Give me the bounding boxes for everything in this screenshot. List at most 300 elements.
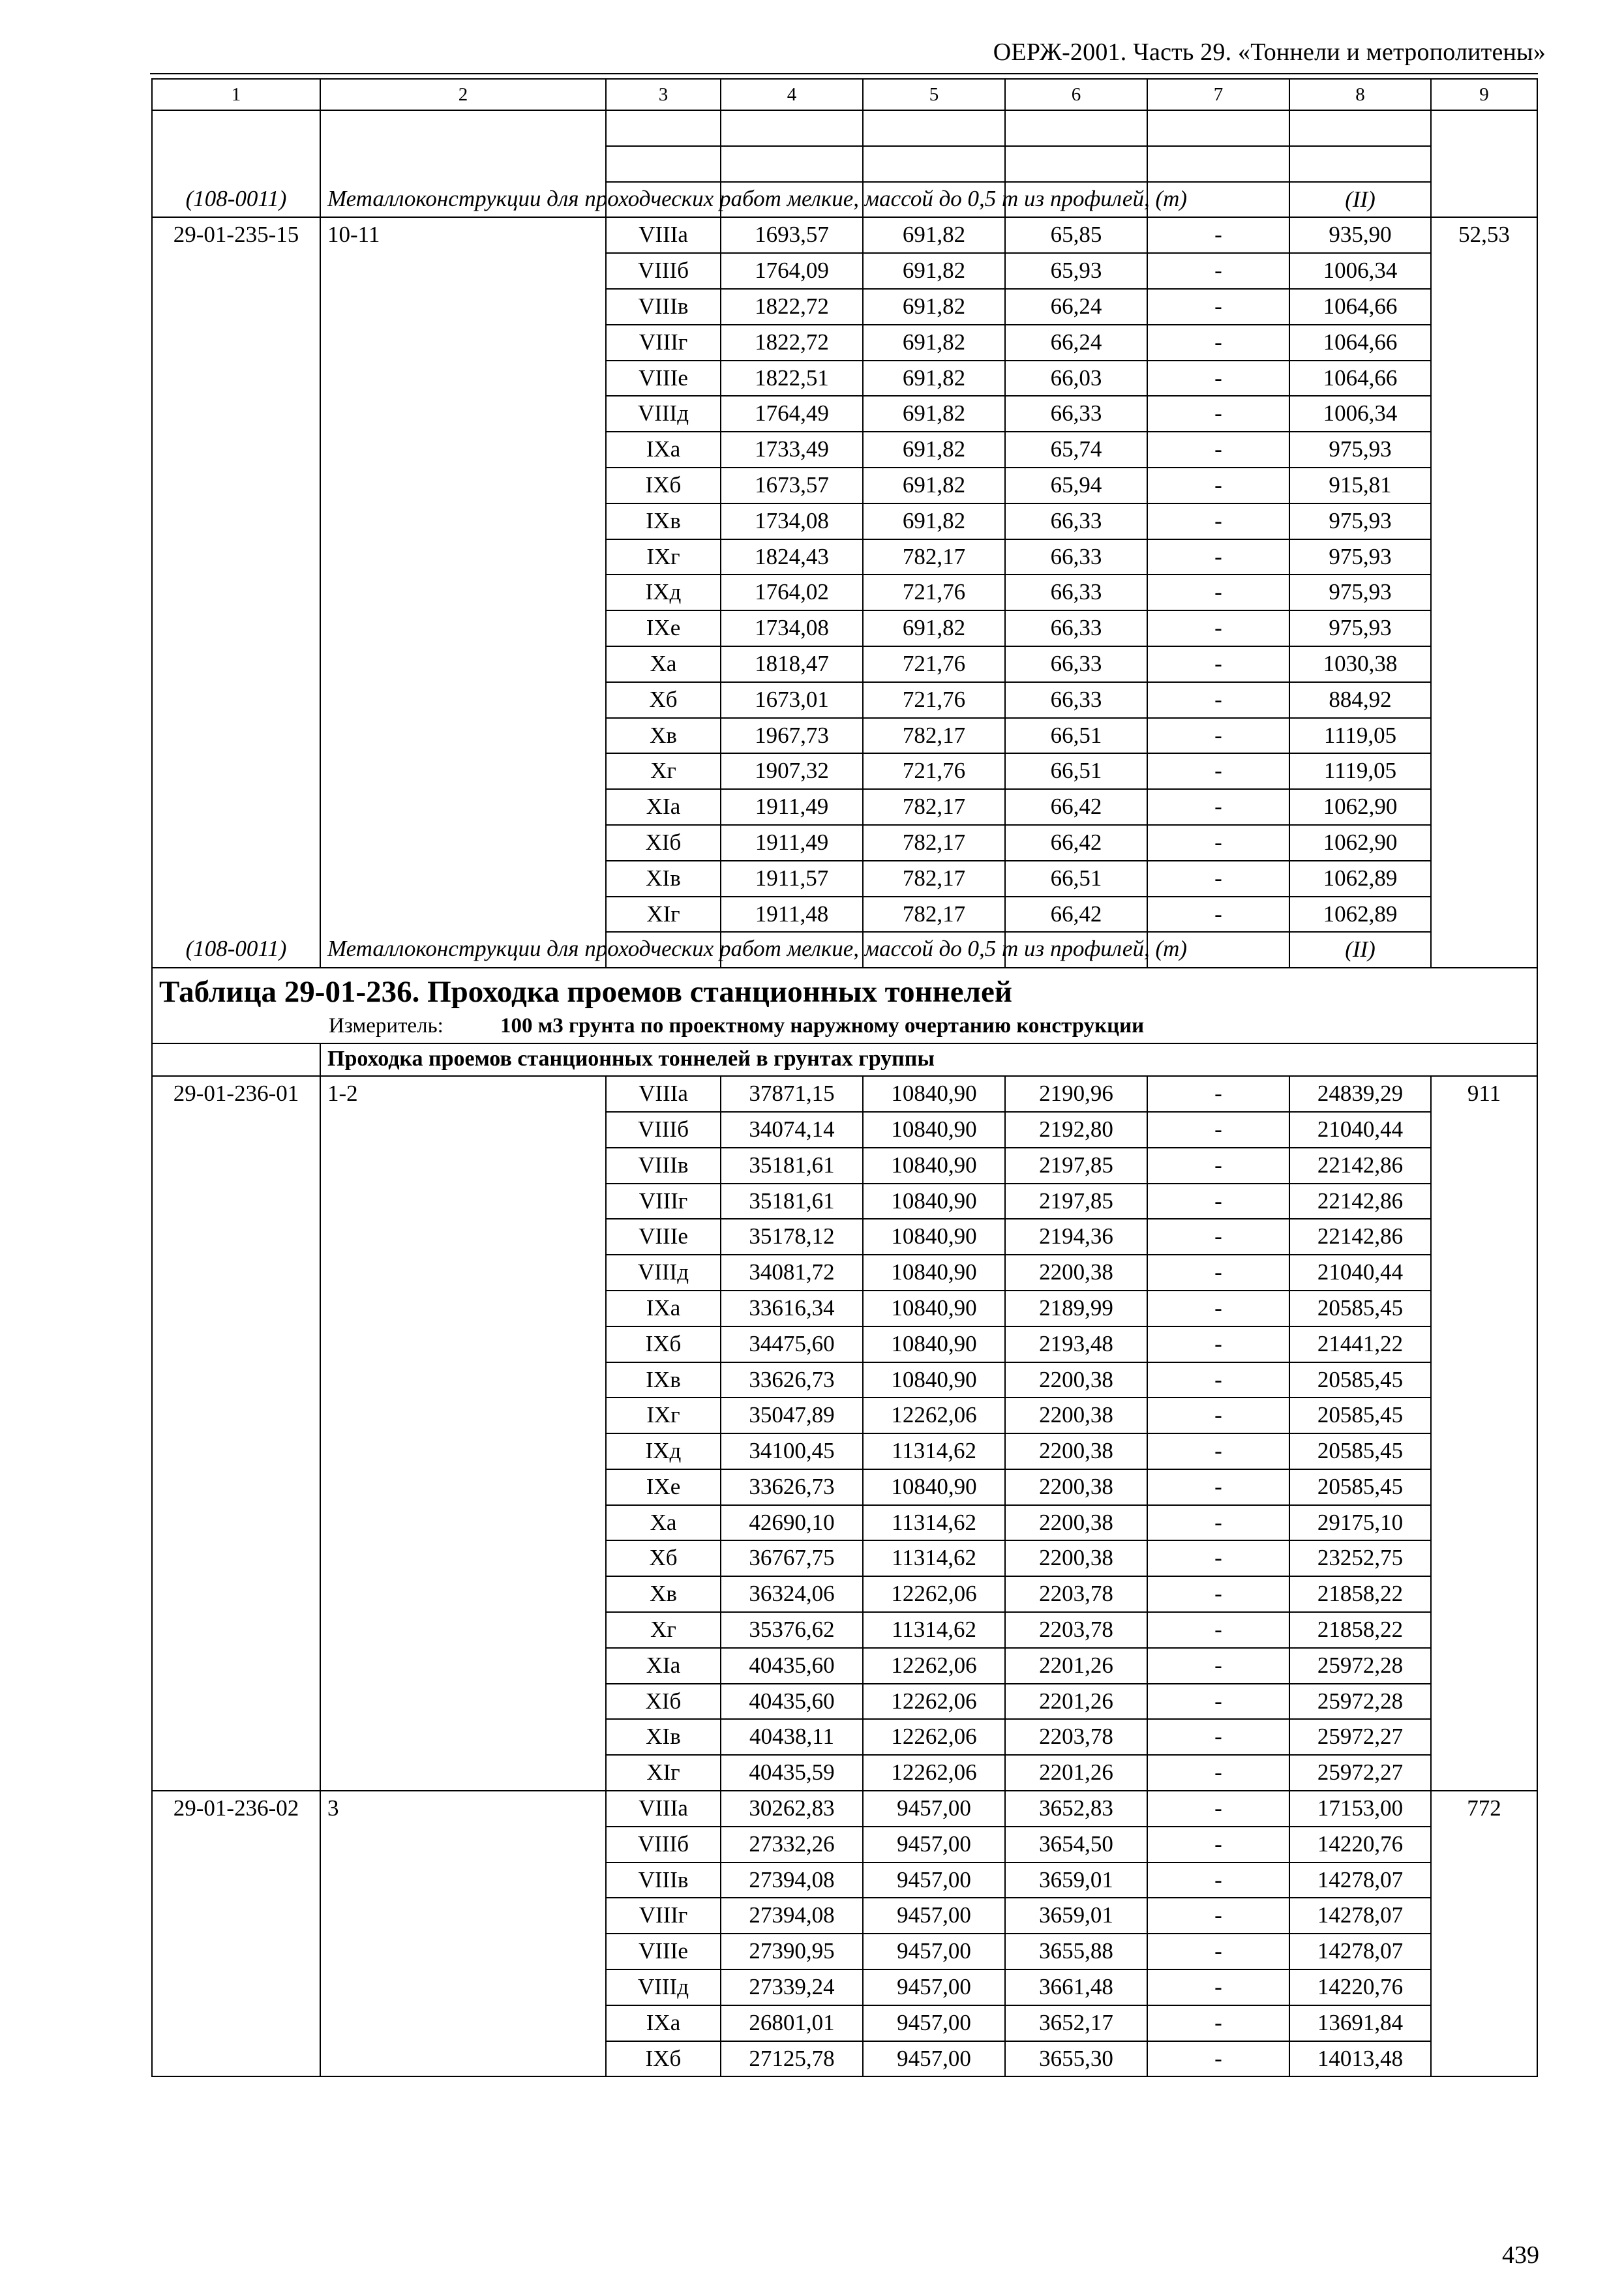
empty-cell (320, 753, 606, 789)
empty-cell (320, 861, 606, 897)
value-cell-c6: 2200,38 (1005, 1433, 1147, 1469)
value-cell-c4: 40438,11 (721, 1719, 863, 1755)
zone-cell: IXв (606, 503, 721, 539)
value-cell-c6: 2200,38 (1005, 1540, 1147, 1576)
value-cell-c4: 1673,01 (721, 682, 863, 718)
empty-cell (1431, 396, 1537, 432)
table-row (152, 1755, 1537, 1791)
value-cell-c5: 691,82 (863, 432, 1005, 468)
column-number: 6 (1005, 79, 1147, 110)
zone-cell: Xв (606, 1576, 721, 1612)
zone-cell: VIIIв (606, 1863, 721, 1898)
zone-cell: XIб (606, 825, 721, 861)
zone-cell: VIIIг (606, 325, 721, 361)
empty-cell (1431, 503, 1537, 539)
rate-name: 1-2 (320, 1076, 606, 1112)
value-cell-c6: 66,51 (1005, 861, 1147, 897)
zone-cell: Xа (606, 646, 721, 682)
value-cell-c7: - (1147, 1184, 1289, 1219)
value-cell-c7: - (1147, 1934, 1289, 1969)
value-cell-c4: 1822,51 (721, 361, 863, 396)
table-row (152, 1255, 1537, 1291)
zone-cell: XIа (606, 789, 721, 825)
value-cell-c4: 40435,60 (721, 1648, 863, 1684)
zone-cell: VIIIд (606, 1255, 721, 1291)
table-row (152, 539, 1537, 575)
rate-name: 10-11 (320, 217, 606, 253)
empty-cell (152, 1433, 320, 1469)
zone-cell: VIIIг (606, 1898, 721, 1934)
empty-cell (320, 361, 606, 396)
value-cell-c8: 17153,00 (1289, 1791, 1431, 1827)
zone-cell: VIIIд (606, 396, 721, 432)
page-number: 439 (1502, 2241, 1539, 2269)
value-cell-c6: 2203,78 (1005, 1719, 1147, 1755)
value-cell-c5: 9457,00 (863, 2005, 1005, 2041)
value-cell-c8: 884,92 (1289, 682, 1431, 718)
value-cell-c4: 33626,73 (721, 1362, 863, 1398)
value-cell-c8: 1064,66 (1289, 289, 1431, 325)
empty-cell (1431, 1398, 1537, 1433)
empty-cell (320, 503, 606, 539)
value-cell-c5: 9457,00 (863, 1827, 1005, 1863)
value-cell-c4: 1911,49 (721, 789, 863, 825)
resource-row (152, 182, 1537, 218)
value-cell-c5: 691,82 (863, 289, 1005, 325)
value-cell-c7: - (1147, 825, 1289, 861)
value-cell-c7: - (1147, 753, 1289, 789)
value-cell-c4: 34100,45 (721, 1433, 863, 1469)
value-cell-c8: 14278,07 (1289, 1898, 1431, 1934)
value-cell-c5: 12262,06 (863, 1684, 1005, 1720)
value-cell-c7: - (1147, 503, 1289, 539)
table-row (152, 753, 1537, 789)
value-cell-c6: 66,42 (1005, 825, 1147, 861)
empty-cell (320, 575, 606, 610)
value-cell-c4: 27125,78 (721, 2041, 863, 2077)
empty-cell (320, 718, 606, 754)
zone-cell: XIв (606, 1719, 721, 1755)
value-cell-c7: - (1147, 1469, 1289, 1505)
value-cell-c4: 36767,75 (721, 1540, 863, 1576)
empty-cell (320, 110, 606, 146)
empty-cell (152, 610, 320, 646)
empty-cell (152, 753, 320, 789)
value-cell-c4: 33616,34 (721, 1291, 863, 1326)
zone-cell: IXг (606, 539, 721, 575)
table-title-row (152, 968, 1537, 1011)
value-cell-c5: 691,82 (863, 503, 1005, 539)
value-cell-c6 (1005, 146, 1147, 182)
value-cell-c4 (721, 110, 863, 146)
meter-cell (152, 1011, 1537, 1043)
empty-cell (152, 1719, 320, 1755)
table-row (152, 1398, 1537, 1433)
value-cell-c7: - (1147, 1255, 1289, 1291)
value-cell-c8: 1062,89 (1289, 897, 1431, 933)
value-cell-c8: 22142,86 (1289, 1184, 1431, 1219)
value-cell-c5: 10840,90 (863, 1148, 1005, 1184)
value-cell-c5 (863, 146, 1005, 182)
value-cell-c8: 13691,84 (1289, 2005, 1431, 2041)
zone-cell: Xг (606, 753, 721, 789)
value-cell-c8: 1062,90 (1289, 825, 1431, 861)
value-cell-c8: 20585,45 (1289, 1362, 1431, 1398)
value-cell-c4: 27339,24 (721, 1969, 863, 2005)
value-cell-c5: 10840,90 (863, 1362, 1005, 1398)
value-cell-c8: 24839,29 (1289, 1076, 1431, 1112)
value-cell-c8: 14278,07 (1289, 1863, 1431, 1898)
value-cell-c4: 36324,06 (721, 1576, 863, 1612)
value-cell-c6: 66,24 (1005, 325, 1147, 361)
table-row (152, 1362, 1537, 1398)
value-cell-c8: 1119,05 (1289, 718, 1431, 754)
value-cell-c8: 1062,89 (1289, 861, 1431, 897)
empty-cell (1431, 432, 1537, 468)
empty-cell (152, 503, 320, 539)
zone-cell (606, 146, 721, 182)
value-cell-c6: 2190,96 (1005, 1076, 1147, 1112)
empty-cell (152, 1863, 320, 1898)
empty-cell (1431, 325, 1537, 361)
table-row (152, 575, 1537, 610)
value-cell-c7: - (1147, 1326, 1289, 1362)
value-cell-c8: 14013,48 (1289, 2041, 1431, 2077)
value-cell-c6: 2194,36 (1005, 1219, 1147, 1255)
value-cell-c6: 2201,26 (1005, 1684, 1147, 1720)
empty-cell (320, 1576, 606, 1612)
empty-cell (1431, 932, 1537, 968)
value-cell-c4: 34475,60 (721, 1326, 863, 1362)
zone-cell: VIIIб (606, 1827, 721, 1863)
empty-cell (320, 1505, 606, 1541)
empty-cell (1431, 575, 1537, 610)
table-row (152, 503, 1537, 539)
zone-cell: IXб (606, 1326, 721, 1362)
empty-cell (320, 1112, 606, 1148)
value-cell-c5: 691,82 (863, 217, 1005, 253)
meter-value: 100 м3 грунта по проектному наружному очертанию конструкции (500, 1014, 1145, 1038)
empty-cell (152, 1112, 320, 1148)
value-cell-c6: 65,94 (1005, 468, 1147, 503)
empty-cell (152, 1969, 320, 2005)
empty-cell (1431, 1505, 1537, 1541)
value-cell-c6: 2203,78 (1005, 1576, 1147, 1612)
value-cell-c6: 2200,38 (1005, 1398, 1147, 1433)
empty-cell (1431, 1112, 1537, 1148)
value-cell-c5: 782,17 (863, 897, 1005, 933)
empty-cell (1431, 682, 1537, 718)
empty-cell (320, 1184, 606, 1219)
zone-cell: IXб (606, 2041, 721, 2077)
empty-cell (152, 1755, 320, 1791)
value-cell-c8: 1119,05 (1289, 753, 1431, 789)
value-cell-c6: 66,51 (1005, 753, 1147, 789)
empty-cell (320, 1612, 606, 1648)
zone-cell: Xб (606, 1540, 721, 1576)
value-cell-c8: 1062,90 (1289, 789, 1431, 825)
empty-cell (320, 432, 606, 468)
rate-code: 29-01-236-01 (152, 1076, 320, 1112)
column-number: 7 (1147, 79, 1289, 110)
value-cell-c4: 1693,57 (721, 217, 863, 253)
value-cell-c4: 35178,12 (721, 1219, 863, 1255)
empty-cell (1431, 2005, 1537, 2041)
empty-cell (320, 1969, 606, 2005)
value-cell-c7: - (1147, 1791, 1289, 1827)
value-cell-c6: 3659,01 (1005, 1898, 1147, 1934)
value-cell-c6: 3652,17 (1005, 2005, 1147, 2041)
zone-cell: IXд (606, 575, 721, 610)
value-cell-c7: - (1147, 1076, 1289, 1112)
empty-cell (152, 897, 320, 933)
value-cell-c8: 25972,27 (1289, 1755, 1431, 1791)
empty-cell (1431, 146, 1537, 182)
empty-cell (1431, 1969, 1537, 2005)
value-cell-c5: 12262,06 (863, 1648, 1005, 1684)
value-cell-c5: 12262,06 (863, 1398, 1005, 1433)
empty-cell (152, 1648, 320, 1684)
value-cell-c4: 35181,61 (721, 1184, 863, 1219)
value-cell-c5: 691,82 (863, 468, 1005, 503)
value-cell-c4: 1911,48 (721, 897, 863, 933)
empty-cell (152, 2005, 320, 2041)
zone-cell: IXг (606, 1398, 721, 1433)
value-cell-c4: 1734,08 (721, 610, 863, 646)
table-row (152, 1505, 1537, 1541)
value-cell-c5: 9457,00 (863, 1863, 1005, 1898)
value-cell-c6: 3654,50 (1005, 1827, 1147, 1863)
empty-cell (320, 325, 606, 361)
empty-cell (320, 539, 606, 575)
value-cell-c5: 691,82 (863, 610, 1005, 646)
value-cell-c8: 22142,86 (1289, 1219, 1431, 1255)
table-row (152, 1612, 1537, 1648)
value-cell-c4: 35181,61 (721, 1148, 863, 1184)
value-cell-c7: - (1147, 1684, 1289, 1720)
table-row (152, 1576, 1537, 1612)
empty-cell (320, 825, 606, 861)
value-cell-c6: 66,33 (1005, 610, 1147, 646)
empty-cell (152, 110, 320, 146)
empty-cell (1431, 1148, 1537, 1184)
table-row (152, 1969, 1537, 2005)
value-cell-c8: 20585,45 (1289, 1433, 1431, 1469)
value-cell-c4: 1822,72 (721, 325, 863, 361)
value-cell-c8: 975,93 (1289, 539, 1431, 575)
empty-cell (1431, 1684, 1537, 1720)
table-row (152, 325, 1537, 361)
empty-cell (1431, 789, 1537, 825)
empty-cell (152, 432, 320, 468)
value-cell-c7: - (1147, 1148, 1289, 1184)
empty-cell (320, 897, 606, 933)
zone-cell: VIIIв (606, 289, 721, 325)
value-cell-c6: 3659,01 (1005, 1863, 1147, 1898)
value-cell-c6: 66,51 (1005, 718, 1147, 754)
section-row (152, 1043, 1537, 1076)
table-row (152, 289, 1537, 325)
empty-cell (320, 289, 606, 325)
table-row (152, 2041, 1537, 2077)
table-row (152, 1934, 1537, 1969)
zone-cell: IXа (606, 432, 721, 468)
value-cell-c5: 9457,00 (863, 1791, 1005, 1827)
value-cell-c7: - (1147, 1219, 1289, 1255)
empty-cell (320, 1827, 606, 1863)
value-cell-c5: 10840,90 (863, 1291, 1005, 1326)
empty-cell (152, 1219, 320, 1255)
value-cell-c6: 2200,38 (1005, 1505, 1147, 1541)
value-cell-c5: 11314,62 (863, 1540, 1005, 1576)
value-cell-c8: 975,93 (1289, 575, 1431, 610)
column-number: 8 (1289, 79, 1431, 110)
empty-cell (152, 1255, 320, 1291)
table-row (152, 361, 1537, 396)
value-cell-c4: 27390,95 (721, 1934, 863, 1969)
value-cell-c8: 20585,45 (1289, 1469, 1431, 1505)
table-row (152, 468, 1537, 503)
value-cell-c6: 2197,85 (1005, 1184, 1147, 1219)
value-cell-c8: 1064,66 (1289, 325, 1431, 361)
empty-cell (152, 361, 320, 396)
empty-cell (1431, 110, 1537, 146)
resource-row (152, 932, 1537, 968)
empty-cell (320, 1362, 606, 1398)
zone-cell: Xб (606, 682, 721, 718)
value-cell-c4: 1673,57 (721, 468, 863, 503)
section-title: Проходка проемов станционных тоннелей в грунтах группы (320, 1043, 1537, 1076)
empty-cell (320, 2005, 606, 2041)
value-cell-c4: 37871,15 (721, 1076, 863, 1112)
value-cell-c5: 9457,00 (863, 2041, 1005, 2077)
empty-cell (152, 575, 320, 610)
value-cell-c6: 2200,38 (1005, 1362, 1147, 1398)
value-cell-c7: - (1147, 1398, 1289, 1433)
value-cell-c5 (863, 110, 1005, 146)
empty-cell (320, 1291, 606, 1326)
value-cell-c7: - (1147, 1576, 1289, 1612)
table-row (152, 1898, 1537, 1934)
value-cell-c5: 691,82 (863, 253, 1005, 289)
value-cell-c8: 975,93 (1289, 503, 1431, 539)
value-cell-c7: - (1147, 432, 1289, 468)
empty-cell (1431, 646, 1537, 682)
value-cell-c6: 2192,80 (1005, 1112, 1147, 1148)
value-cell-c6: 66,03 (1005, 361, 1147, 396)
value-cell-c6: 2200,38 (1005, 1469, 1147, 1505)
value-cell-c4: 1822,72 (721, 289, 863, 325)
table-row (152, 1219, 1537, 1255)
value-cell-c7: - (1147, 361, 1289, 396)
empty-cell (152, 1398, 320, 1433)
value-cell-c7: - (1147, 468, 1289, 503)
table-row (152, 1326, 1537, 1362)
table-row (152, 432, 1537, 468)
value-cell-c6: 66,42 (1005, 897, 1147, 933)
value-cell-c7: - (1147, 1505, 1289, 1541)
empty-cell (1431, 253, 1537, 289)
value-cell-c4: 42690,10 (721, 1505, 863, 1541)
value-cell-c5: 12262,06 (863, 1755, 1005, 1791)
value-cell-c4: 26801,01 (721, 2005, 863, 2041)
empty-cell (152, 682, 320, 718)
value-cell-c5: 721,76 (863, 646, 1005, 682)
resource-value: (II) (1289, 182, 1431, 218)
resource-code: (108-0011) (152, 932, 320, 968)
value-cell-c6: 2201,26 (1005, 1648, 1147, 1684)
value-cell-c6: 3661,48 (1005, 1969, 1147, 2005)
value-cell-c6: 2197,85 (1005, 1148, 1147, 1184)
empty-cell (152, 1043, 320, 1076)
resource-name: Металлоконструкции для проходческих работ мелкие, массой до 0,5 т из профилей, (т) (320, 932, 606, 968)
table-row (152, 146, 1537, 182)
value-cell-c6: 66,33 (1005, 503, 1147, 539)
value-cell-c6: 66,33 (1005, 575, 1147, 610)
zone-cell: VIIIа (606, 1791, 721, 1827)
empty-cell (1431, 2041, 1537, 2077)
value-cell-c8 (1289, 110, 1431, 146)
value-cell-c6: 65,85 (1005, 217, 1147, 253)
value-cell-c4: 35047,89 (721, 1398, 863, 1433)
value-cell-c6: 2203,78 (1005, 1612, 1147, 1648)
zone-cell: XIг (606, 897, 721, 933)
empty-cell (320, 396, 606, 432)
value-cell-c7: - (1147, 1755, 1289, 1791)
value-cell-c8 (1289, 146, 1431, 182)
value-cell-c7: - (1147, 2005, 1289, 2041)
empty-cell (1431, 1219, 1537, 1255)
table-row (152, 1827, 1537, 1863)
zone-cell: IXв (606, 1362, 721, 1398)
value-cell-c7: - (1147, 1362, 1289, 1398)
empty-cell (152, 1362, 320, 1398)
table-row (152, 1684, 1537, 1720)
zone-cell: Xв (606, 718, 721, 754)
empty-cell (152, 468, 320, 503)
value-cell-c5: 721,76 (863, 575, 1005, 610)
value-cell-c6: 66,24 (1005, 289, 1147, 325)
value-cell-c4 (721, 146, 863, 182)
value-cell-c8: 14220,76 (1289, 1969, 1431, 2005)
empty-cell (152, 1505, 320, 1541)
table-row (152, 682, 1537, 718)
empty-cell (152, 718, 320, 754)
zone-cell: VIIIв (606, 1148, 721, 1184)
table-row (152, 1076, 1537, 1112)
value-cell-c6: 2189,99 (1005, 1291, 1147, 1326)
value-cell-c4: 1911,57 (721, 861, 863, 897)
value-cell-c7: - (1147, 897, 1289, 933)
empty-cell (320, 646, 606, 682)
value-cell-c4: 1734,08 (721, 503, 863, 539)
value-cell-c4: 27394,08 (721, 1863, 863, 1898)
empty-cell (1431, 718, 1537, 754)
empty-cell (152, 325, 320, 361)
empty-cell (1431, 1863, 1537, 1898)
empty-cell (152, 1684, 320, 1720)
value-cell-c5: 9457,00 (863, 1934, 1005, 1969)
empty-cell (152, 789, 320, 825)
column-number: 5 (863, 79, 1005, 110)
column-number: 9 (1431, 79, 1537, 110)
value-cell-c5: 721,76 (863, 753, 1005, 789)
value-cell-c8: 20585,45 (1289, 1398, 1431, 1433)
table-row (152, 1148, 1537, 1184)
table-row (152, 1469, 1537, 1505)
header-rule (150, 73, 1538, 74)
empty-cell (1431, 289, 1537, 325)
